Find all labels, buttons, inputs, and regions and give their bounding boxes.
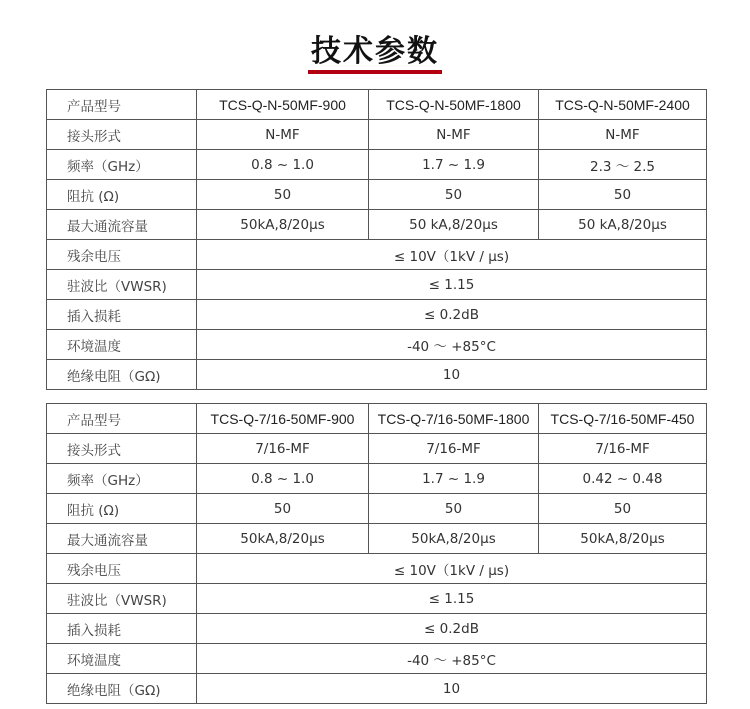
cell-value: 50kA,8/20μs [539,524,707,554]
row-label: 产品型号 [47,90,197,120]
spec-table-n-type [46,89,707,390]
row-label: 产品型号 [47,404,197,434]
cell-value: N-MF [197,120,369,150]
cell-value: 0.8 ~ 1.0 [197,464,369,494]
cell-value: 50 [197,180,369,210]
shared-value: ≤ 1.15 [197,584,707,614]
cell-value: 50kA,8/20μs [369,524,539,554]
cell-value: 50kA,8/20μs [197,524,369,554]
row-label: 驻波比（VWSR) [47,584,197,614]
row-label: 接头形式 [47,434,197,464]
cell-value: 1.7 ~ 1.9 [369,150,539,180]
row-label: 频率（GHz） [47,464,197,494]
row-label: 最大通流容量 [47,524,197,554]
row-label: 残余电压 [47,554,197,584]
table-row [47,150,707,180]
row-label: 环境温度 [47,330,197,360]
table-row [47,300,707,330]
table-row [47,584,707,614]
shared-value: -40 ～ +85°C [197,644,707,674]
shared-value: 10 [197,360,707,390]
cell-value: 50 [197,494,369,524]
table-row [47,270,707,300]
table-row [47,464,707,494]
shared-value: 10 [197,674,707,704]
cell-value: 50 kA,8/20μs [369,210,539,240]
table-row [47,524,707,554]
cell-value: 2.3 ～ 2.5 [539,150,707,180]
cell-value: 50 [539,494,707,524]
row-label: 阻抗 (Ω) [47,494,197,524]
cell-value: 50 [369,494,539,524]
cell-value: N-MF [369,120,539,150]
table-row [47,644,707,674]
row-label: 插入损耗 [47,300,197,330]
cell-value: 7/16-MF [369,434,539,464]
shared-value: ≤ 0.2dB [197,300,707,330]
cell-value: N-MF [539,120,707,150]
shared-value: ≤ 1.15 [197,270,707,300]
spec-table-7-16-type [46,403,707,704]
table-row [47,330,707,360]
table-row [47,434,707,464]
row-label: 插入损耗 [47,614,197,644]
shared-value: ≤ 0.2dB [197,614,707,644]
row-label: 接头形式 [47,120,197,150]
cell-value: 50kA,8/20μs [197,210,369,240]
model-name: TCS-Q-N-50MF-900 [197,90,369,120]
table-row [47,360,707,390]
cell-value: 7/16-MF [539,434,707,464]
cell-value: 7/16-MF [197,434,369,464]
cell-value: 50 kA,8/20μs [539,210,707,240]
page-title: 技术参数 [311,34,439,69]
cell-value: 50 [539,180,707,210]
table-row [47,90,707,120]
row-label: 驻波比（VWSR) [47,270,197,300]
model-name: TCS-Q-7/16-50MF-1800 [369,404,539,434]
table-row [47,674,707,704]
title-underline [308,70,442,74]
cell-value: 50 [369,180,539,210]
row-label: 频率（GHz） [47,150,197,180]
model-name: TCS-Q-N-50MF-1800 [369,90,539,120]
table-row [47,120,707,150]
table-row [47,404,707,434]
cell-value: 0.42 ~ 0.48 [539,464,707,494]
model-name: TCS-Q-7/16-50MF-450 [539,404,707,434]
model-name: TCS-Q-N-50MF-2400 [539,90,707,120]
table-row [47,240,707,270]
row-label: 环境温度 [47,644,197,674]
shared-value: ≤ 10V（1kV / μs) [197,240,707,270]
shared-value: ≤ 10V（1kV / μs) [197,554,707,584]
row-label: 绝缘电阻（GΩ) [47,674,197,704]
row-label: 残余电压 [47,240,197,270]
model-name: TCS-Q-7/16-50MF-900 [197,404,369,434]
row-label: 阻抗 (Ω) [47,180,197,210]
cell-value: 1.7 ~ 1.9 [369,464,539,494]
table-row [47,210,707,240]
table-row [47,494,707,524]
table-row [47,554,707,584]
row-label: 最大通流容量 [47,210,197,240]
row-label: 绝缘电阻（GΩ) [47,360,197,390]
shared-value: -40 ～ +85°C [197,330,707,360]
cell-value: 0.8 ~ 1.0 [197,150,369,180]
table-row [47,180,707,210]
table-row [47,614,707,644]
